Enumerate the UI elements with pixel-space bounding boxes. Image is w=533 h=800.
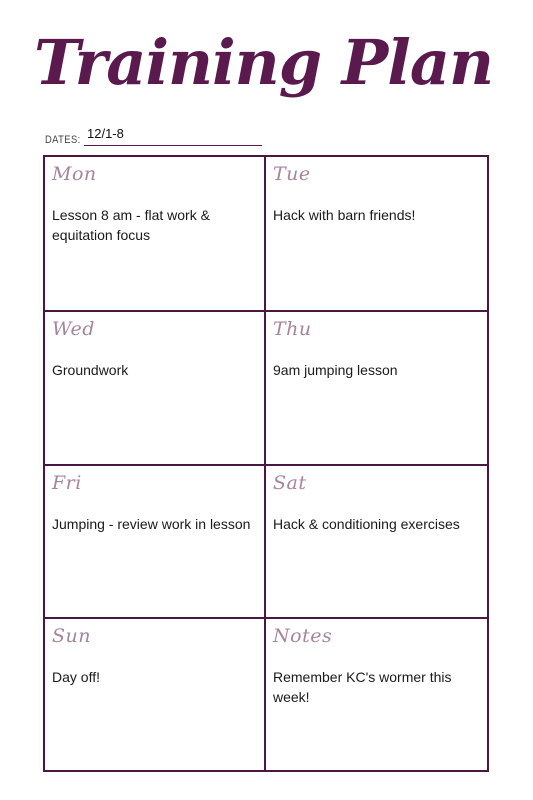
dates-underline [84,145,262,146]
day-note: 9am jumping lesson [273,362,398,379]
dates-label: DATES: [45,134,81,146]
day-note: Hack with barn friends! [273,207,416,223]
day-label: Fri [52,471,82,494]
weekly-plan-grid [43,155,489,772]
day-cell-sat [266,464,487,617]
dates-field [45,126,262,150]
day-label: Mon [52,163,97,185]
dates-value: 12/1-8 [87,126,124,141]
day-label: Sat [273,471,307,494]
day-note: Lesson 8 am - flat work & equitation focus [52,207,210,243]
notes-text: Remember KC's wormer this week! [273,668,452,705]
day-label: Tue [273,163,311,185]
day-label: Thu [273,318,312,341]
page-title: Training Plan [34,26,494,99]
day-cell-sun [45,617,266,770]
day-cell-tue [266,157,487,310]
day-label: Wed [52,318,95,341]
day-cell-wed [45,310,266,463]
day-label: Sun [52,624,91,647]
day-note: Groundwork [52,362,129,379]
day-cell-mon [45,157,266,310]
day-note: Hack & conditioning exercises [273,515,460,532]
day-cell-thu [266,310,487,463]
notes-cell [266,617,487,770]
day-note: Jumping - review work in lesson [52,515,251,532]
notes-label: Notes [273,624,333,647]
day-cell-fri [45,464,266,617]
day-note: Day off! [52,668,100,685]
